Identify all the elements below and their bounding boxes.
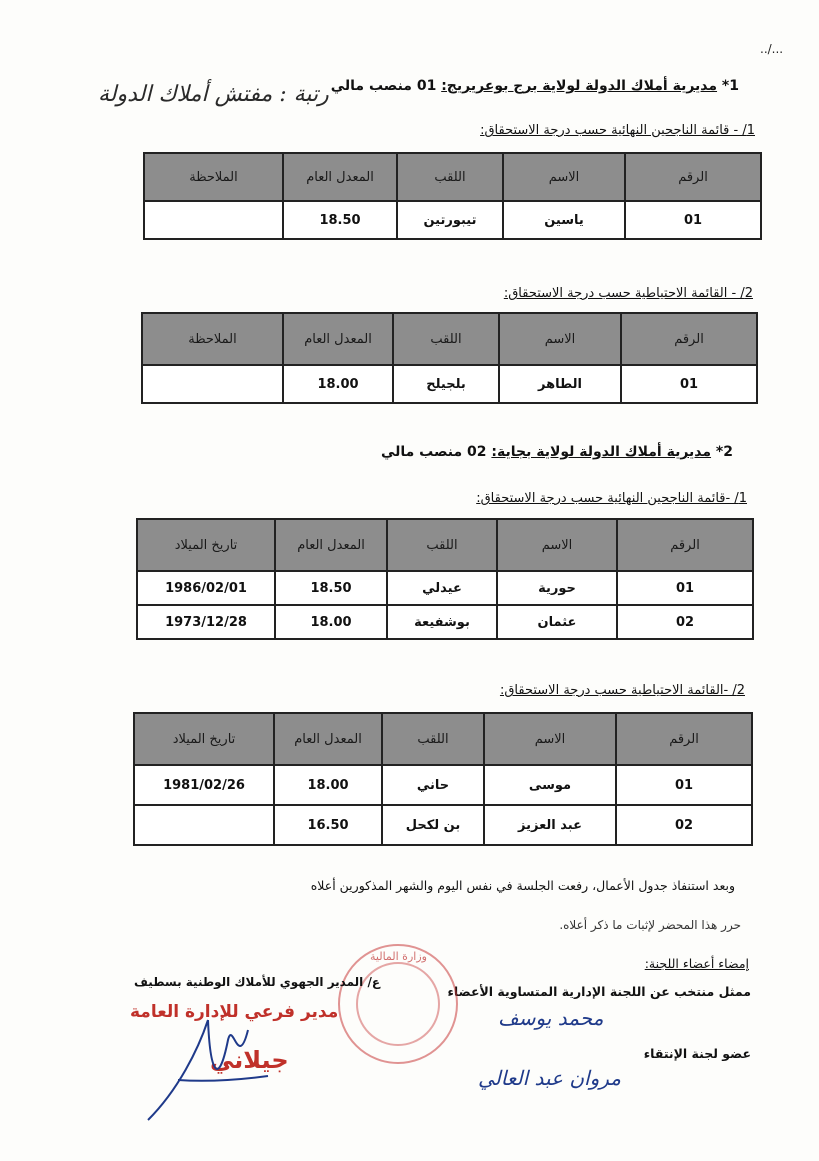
- header-average: المعدل العام: [283, 313, 393, 365]
- section2-number: 2*: [715, 444, 733, 460]
- header-name: الاسم: [484, 713, 616, 765]
- header-average: المعدل العام: [275, 519, 387, 571]
- cell-surname: بن لكحل: [382, 805, 484, 845]
- cell-average: 18.50: [283, 201, 397, 239]
- section2-reserve-table: [133, 712, 753, 846]
- header-birthdate: تاريخ الميلاد: [134, 713, 274, 765]
- cell-number: 02: [616, 805, 752, 845]
- table-row: [137, 605, 753, 639]
- member2-title: عضو لجنة الإنتقاء: [643, 1046, 751, 1061]
- header-notes: الملاحظة: [142, 313, 283, 365]
- cell-surname: حاني: [382, 765, 484, 805]
- header-number: الرقم: [625, 153, 761, 201]
- section1-reserve-table: [141, 312, 758, 404]
- cell-birthdate: [134, 805, 274, 845]
- section1-title: مديرية أملاك الدولة لولاية برج بوعريريج:: [441, 78, 718, 94]
- section1-reserve-label: 2/ - القائمة الاحتياطية حسب درجة الاستحقاق:: [503, 286, 753, 301]
- cell-name: عثمان: [497, 605, 617, 639]
- section2-final-label: 1/ -قائمة الناجحين النهائية حسب درجة الاستحقاق:: [476, 491, 747, 506]
- member2-signature: مروان عبد العالي: [478, 1066, 621, 1090]
- header-name: الاسم: [503, 153, 625, 201]
- cell-average: 16.50: [274, 805, 382, 845]
- section2-title: مديرية أملاك الدولة لولاية بجاية:: [491, 444, 712, 460]
- cell-number: 01: [616, 765, 752, 805]
- section2-final-table: [136, 518, 754, 640]
- cell-average: 18.50: [275, 571, 387, 605]
- cell-number: 02: [617, 605, 753, 639]
- table-row: [134, 765, 752, 805]
- closing-line-1: وبعد استنفاذ جدول الأعمال، رفعت الجلسة في نفس اليوم والشهر المذكورين أعلاه: [310, 878, 735, 893]
- cell-number: 01: [621, 365, 757, 403]
- cell-birthdate: 1981/02/26: [134, 765, 274, 805]
- header-average: المعدل العام: [274, 713, 382, 765]
- header-number: الرقم: [616, 713, 752, 765]
- cell-number: 01: [625, 201, 761, 239]
- section1-final-label: 1/ - قائمة الناجحين النهائية حسب درجة الاستحقاق:: [480, 123, 755, 138]
- section1-heading: [331, 78, 739, 94]
- section1-number: 1*: [721, 78, 739, 94]
- section2-posts: 02 منصب مالي: [380, 444, 487, 460]
- header-surname: اللقب: [393, 313, 499, 365]
- table-row: [137, 571, 753, 605]
- header-notes: الملاحظة: [144, 153, 283, 201]
- section1-posts: 01 منصب مالي: [330, 78, 437, 94]
- member1-signature: محمد يوسف: [498, 1006, 604, 1030]
- cell-name: عبد العزيز: [484, 805, 616, 845]
- section1-final-table: [143, 152, 762, 240]
- header-name: الاسم: [499, 313, 621, 365]
- header-number: الرقم: [617, 519, 753, 571]
- cell-birthdate: 1973/12/28: [137, 605, 275, 639]
- table-row: [134, 805, 752, 845]
- cell-average: 18.00: [275, 605, 387, 639]
- cell-name: حورية: [497, 571, 617, 605]
- cell-number: 01: [617, 571, 753, 605]
- cell-average: 18.00: [283, 365, 393, 403]
- cell-notes: [142, 365, 283, 403]
- cell-surname: بلجيلح: [393, 365, 499, 403]
- cell-average: 18.00: [274, 765, 382, 805]
- committee-signatures-label: إمضاء أعضاء اللجنة:: [644, 956, 749, 971]
- header-surname: اللقب: [382, 713, 484, 765]
- section2-reserve-label: 2/ -القائمة الاحتياطية حسب درجة الاستحقاق:: [499, 683, 745, 698]
- header-surname: اللقب: [387, 519, 497, 571]
- cell-name: ياسين: [503, 201, 625, 239]
- seal-text: وزارة المالية: [370, 950, 427, 963]
- header-name: الاسم: [497, 519, 617, 571]
- header-average: المعدل العام: [283, 153, 397, 201]
- director-signature-mark: [138, 1010, 278, 1130]
- table-row: [144, 201, 761, 239]
- cell-surname: تيبورتين: [397, 201, 503, 239]
- cell-surname: بوشفيعة: [387, 605, 497, 639]
- cell-surname: عيدلي: [387, 571, 497, 605]
- stamp-line-1: مدير فرعي للإدارة العامة: [130, 1002, 339, 1022]
- header-surname: اللقب: [397, 153, 503, 201]
- header-number: الرقم: [621, 313, 757, 365]
- page-marker: ../...: [760, 42, 784, 56]
- official-seal: [338, 944, 458, 1064]
- cell-notes: [144, 201, 283, 239]
- cell-birthdate: 1986/02/01: [137, 571, 275, 605]
- table-row: [142, 365, 757, 403]
- section2-heading: [381, 444, 733, 460]
- closing-line-2: حرر هذا المحضر لإثبات ما ذكر أعلاه.: [559, 918, 741, 932]
- cell-name: موسى: [484, 765, 616, 805]
- header-birthdate: تاريخ الميلاد: [137, 519, 275, 571]
- director-title: ع/ المدير الجهوي للأملاك الوطنية بسطيف: [134, 975, 381, 989]
- stamp-line-2: جيلاني: [210, 1046, 289, 1074]
- member1-title: ممثل منتخب عن اللجنة الإدارية المتساوية الأعضاء: [447, 984, 751, 999]
- handwritten-rank-note: رتبة : مفتش أملاك الدولة: [98, 82, 329, 107]
- cell-name: الطاهر: [499, 365, 621, 403]
